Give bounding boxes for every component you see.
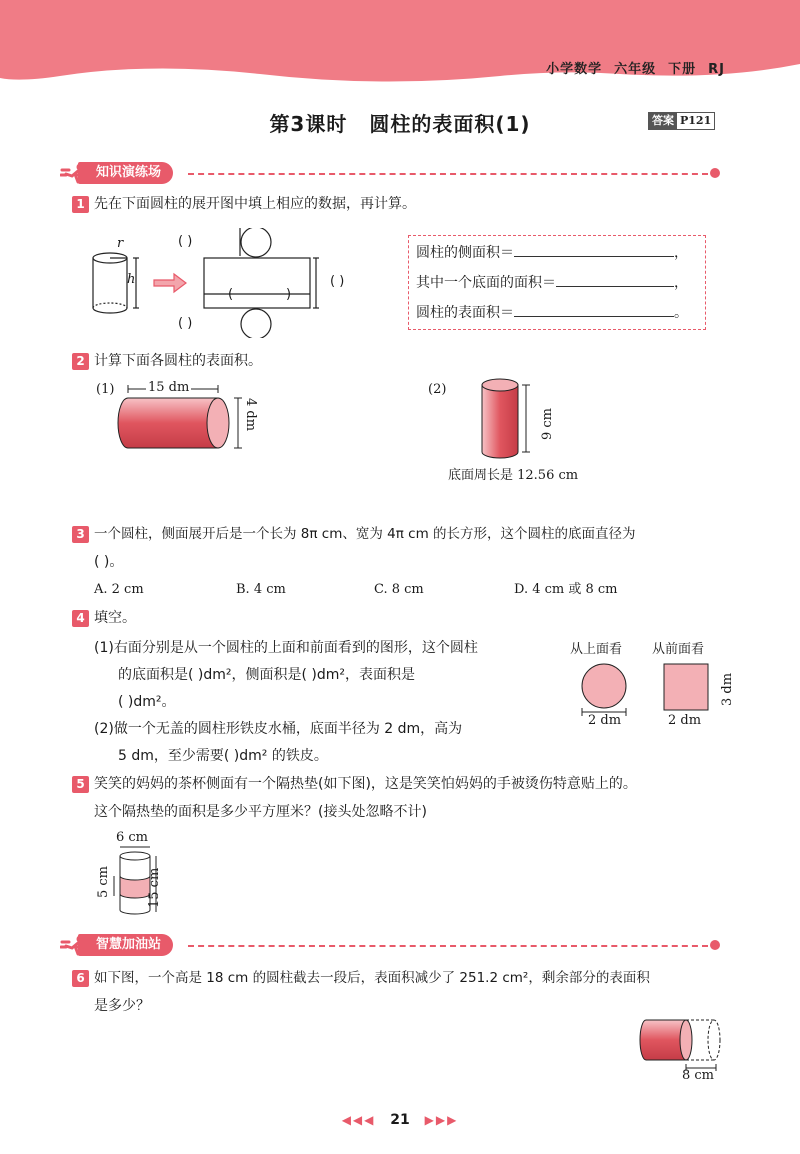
question-3-text: 一个圆柱，侧面展开后是一个长为 8π cm、宽为 4π cm 的长方形，这个圆柱的底面直径为 <box>94 526 636 542</box>
q1-blank-bottom: ( ) <box>178 316 193 331</box>
lesson-topic: 圆柱的表面积(1) <box>369 112 531 136</box>
answer-tag[interactable] <box>648 112 715 130</box>
question-number-5: 5 <box>72 776 89 793</box>
question-4-line1: (1)右面分别是从一个圆柱的上面和前面看到的图形，这个圆柱 <box>94 640 478 656</box>
section-boost-bar <box>60 934 720 956</box>
q2-part2-height-label <box>540 372 555 440</box>
grade-label: 六年级 <box>614 62 657 77</box>
volume-label: 下册 <box>668 62 697 77</box>
section-boost-label: 智慧加油站 <box>78 934 173 956</box>
question-5-text2: 这个隔热垫的面积是多少平方厘米？(接头处忽略不计) <box>94 804 427 820</box>
q1-surface-blank[interactable] <box>514 316 674 317</box>
q1-blank-top: ( ) <box>178 234 193 249</box>
q1-base-label: 其中一个底面的面积＝ <box>416 275 556 291</box>
q4-front-view-label: 从前面看 <box>652 642 705 657</box>
edition-label: RJ <box>708 62 725 77</box>
question-5-text: 笑笑的妈妈的茶杯侧面有一个隔热垫(如下图)，这是笑笑怕妈妈的手被烫伤特意贴上的。 <box>94 776 637 792</box>
q1-comma-1: ， <box>674 245 688 261</box>
section-end-dot <box>710 168 720 178</box>
q1-lateral-blank[interactable] <box>514 256 674 257</box>
section-dashed-line <box>188 173 708 175</box>
q6-cut-length: 8 cm <box>682 1068 715 1083</box>
q1-lateral-area-line <box>416 242 688 262</box>
section-practice-bar <box>60 162 720 184</box>
q2-part1-length-label: 15 dm <box>148 380 190 395</box>
question-number-4: 4 <box>72 610 89 627</box>
prev-arrows-icon: ◀◀◀ <box>341 1113 376 1127</box>
section-practice-label: 知识演练场 <box>78 162 173 184</box>
q4-views-figure <box>576 660 726 720</box>
q2-part1-diameter-label <box>227 398 258 432</box>
q5-cup-height: 15 cm <box>147 867 162 908</box>
question-3-blank: ( )。 <box>94 554 124 570</box>
next-arrows-icon: ▶▶▶ <box>424 1113 459 1127</box>
question-6-text: 如下图，一个高是 18 cm 的圆柱截去一段后，表面积减少了 251.2 cm²，剩余部分的表面积 <box>94 970 650 986</box>
question-number-2: 2 <box>72 353 89 370</box>
q1-radius-label: r <box>117 236 124 251</box>
question-4-line3: ( )dm²。 <box>118 694 176 710</box>
q1-blank-length-open: ( <box>228 287 234 302</box>
q4-top-view-label: 从上面看 <box>570 642 623 657</box>
answer-label: 答案 <box>649 113 677 129</box>
page-number-text: 21 <box>390 1112 410 1128</box>
q1-period: 。 <box>674 305 688 321</box>
subject-label: 小学数学 <box>546 62 603 77</box>
lesson-number: 第3课时 <box>269 112 348 136</box>
q1-base-blank[interactable] <box>556 286 674 287</box>
q3-option-d[interactable]: D. 4 cm 或 8 cm <box>514 582 618 597</box>
question-4-text: 填空。 <box>94 610 136 626</box>
q2-part2-note: 底面周长是 12.56 cm <box>448 468 579 483</box>
q2-part2-label: (2) <box>428 382 447 397</box>
q2-vertical-cylinder <box>478 376 548 466</box>
q1-height-label: h <box>127 272 136 287</box>
q2-part1-diameter-text: 4 dm <box>243 398 258 432</box>
answer-page: P121 <box>680 114 712 127</box>
question-6-text2: 是多少？ <box>94 998 150 1014</box>
question-4-line4: (2)做一个无盖的圆柱形铁皮水桶，底面半径为 2 dm，高为 <box>94 721 463 737</box>
q5-pad-height: 5 cm <box>96 865 111 898</box>
q1-base-area-line <box>416 272 688 292</box>
q1-surface-area-line <box>416 302 688 322</box>
q3-option-b[interactable]: B. 4 cm <box>236 582 286 597</box>
q4-front-height: 3 dm <box>720 672 735 706</box>
question-1-text: 先在下面圆柱的展开图中填上相应的数据，再计算。 <box>94 196 416 212</box>
q3-option-c[interactable]: C. 8 cm <box>374 582 424 597</box>
section-dashed-line <box>188 945 708 947</box>
page-number <box>0 1112 800 1128</box>
question-number-3: 3 <box>72 526 89 543</box>
q6-cut-cylinder-figure <box>636 1016 728 1072</box>
question-number-1: 1 <box>72 196 89 213</box>
question-number-6: 6 <box>72 970 89 987</box>
subject-line <box>534 58 725 77</box>
q1-lateral-label: 圆柱的侧面积＝ <box>416 245 514 261</box>
q2-part2-height-text: 9 cm <box>540 407 555 440</box>
q4-top-diameter: 2 dm <box>588 713 622 728</box>
question-4-line2: 的底面积是( )dm²，侧面积是( )dm²，表面积是 <box>118 667 416 683</box>
q3-option-a[interactable]: A. 2 cm <box>94 582 144 597</box>
q5-width-label: 6 cm <box>116 830 149 845</box>
q1-blank-length-close: ) <box>286 287 292 302</box>
q2-part1-label: (1) <box>96 382 115 397</box>
question-2-text: 计算下面各圆柱的表面积。 <box>94 353 262 369</box>
q1-surface-label: 圆柱的表面积＝ <box>416 305 514 321</box>
question-4-line5: 5 dm，至少需要( )dm² 的铁皮。 <box>118 748 328 764</box>
q1-blank-width: ( ) <box>330 274 345 289</box>
q1-comma-2: ， <box>674 275 688 291</box>
q4-front-width: 2 dm <box>668 713 702 728</box>
section-end-dot <box>710 940 720 950</box>
